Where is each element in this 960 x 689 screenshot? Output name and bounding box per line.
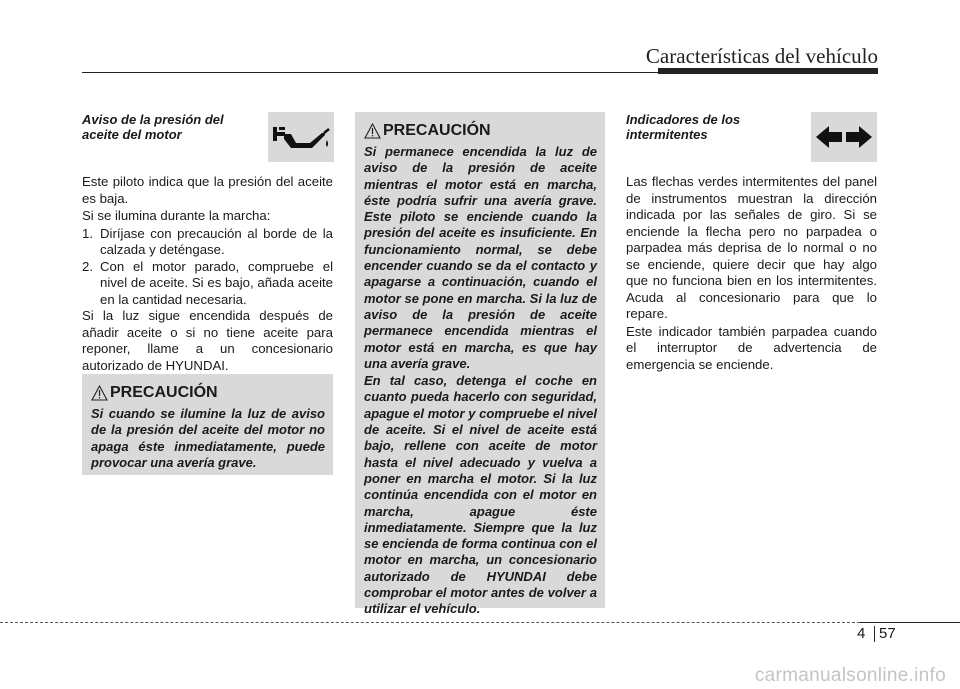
turn-signal-body (626, 174, 877, 374)
oil-pressure-icon (272, 122, 330, 152)
caution-title: PRECAUCIÓN (383, 122, 491, 139)
oil-pressure-steps (82, 226, 333, 309)
turn-signal-para1: Las flechas verdes intermitentes del panel de instrumentos muestran la dirección indicada por las señales de giro. Si se enciende la flecha pero no parpadea o parpadea más deprisa de lo normal o no se enciende, quiere decir que hay algo que no funciona bien en los intermitentes. Acuda al concesionario para que lo repare. (626, 174, 877, 321)
list-item: 2. Con el motor parado, compruebe el nivel de aceite. Si es bajo, añada aceite en la cantidad necesaria. (82, 258, 333, 307)
oil-pressure-heading: Aviso de la presión del aceite del motor (82, 112, 224, 142)
oil-pressure-para3: Si la luz sigue encendida después de añadir aceite o si no tiene aceite para reponer, llame a un concesionario autorizado de HYUNDAI. (82, 308, 333, 373)
caution-box-middle (355, 112, 605, 617)
turn-signal-para2: Este indicador también parpadea cuando el interruptor de advertencia de emergencia se enciende. (626, 323, 877, 372)
section-number: 4 (857, 625, 866, 642)
page-number: 57 (879, 625, 896, 642)
warning-triangle-icon (364, 123, 381, 139)
header-rule-accent (658, 68, 878, 74)
caution-para2: En tal caso, detenga el coche en cuanto pueda hacerlo con seguridad, apague el motor y compruebe el nivel de aceite. Si el nivel de aceite está bajo, rellene con aceite de motor hasta el nivel adecuado y vuelva a poner en marcha el motor. Si la luz continúa encendida con el motor en marcha, apague éste inmediatamente. Siempre que la luz se encienda de forma continua con el motor en marcha, un concesionario autorizado de HYUNDAI debe comprobar el motor antes de volver a utilizar el vehículo. (364, 373, 597, 617)
caution-header (364, 122, 597, 140)
caution-title: PRECAUCIÓN (110, 384, 218, 401)
turn-signal-arrows-icon (815, 124, 873, 150)
list-item: 1. Diríjase con precaución al borde de la calzada y deténgase. (82, 225, 333, 257)
caution-header (91, 384, 325, 402)
oil-pressure-para1: Este piloto indica que la presión del aceite es baja. (82, 174, 333, 206)
turn-signal-icon-box (811, 112, 877, 162)
caution-text (364, 144, 597, 618)
footer-separator (874, 626, 875, 642)
caution-text: Si cuando se ilumine la luz de aviso de la presión del aceite del motor no apaga éste inmediatamente, puede provocar una avería grave. (91, 406, 325, 470)
watermark: carmanualsonline.info (754, 665, 946, 686)
warning-triangle-icon (91, 385, 108, 401)
section-title: Características del vehículo (645, 44, 878, 68)
oil-pressure-para2: Si se ilumina durante la marcha: (82, 208, 271, 223)
oil-pressure-body (82, 174, 333, 375)
footer-rule (860, 622, 960, 623)
caution-box-left (82, 374, 333, 475)
footer-rule-dashed (0, 622, 860, 623)
caution-para1: Si permanece encendida la luz de aviso de la presión de aceite mientras el motor está en marcha, éste podría sufrir una avería grave. Este piloto se enciende cuando la presión del aceite es insuficiente. En funcionamiento normal, se debe encender cuando se da el contacto y apagarse a continuación, cuando el motor se pone en marcha. Si la luz de aviso de la presión de aceite permanece encendida mientras el motor está en marcha, es que hay una avería grave. (364, 144, 597, 371)
oil-pressure-icon-box (268, 112, 334, 162)
turn-signal-heading: Indicadores de los intermitentes (626, 112, 741, 142)
